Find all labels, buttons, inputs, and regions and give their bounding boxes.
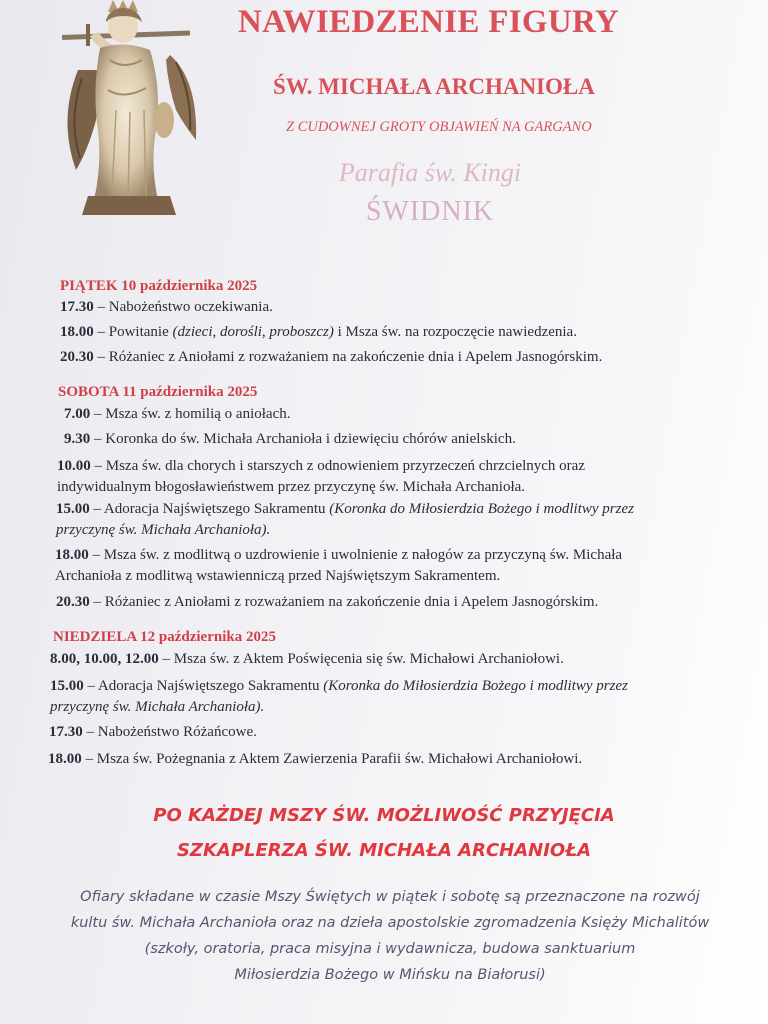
item-text: – Adoracja Najświętszego Sakramentu [89,501,330,517]
item-text: i Msza św. na rozpoczęcie nawiedzenia. [333,324,577,340]
schedule-item [60,297,273,318]
item-time: 17.30 [49,724,83,740]
scapular-notice-line2: SZKAPLERZA ŚW. MICHAŁA ARCHANIOŁA [176,840,592,861]
item-text: – Msza św. dla chorych i starszych z odnowieniem przyrzeczeń chrzcielnych oraz [90,458,585,474]
item-time: 20.30 [56,594,90,610]
item-time: 9.30 [64,431,91,447]
item-text: – Nabożeństwo oczekiwania. [93,299,273,315]
schedule-item [50,676,628,718]
day-heading-friday: PIĄTEK 10 października 2025 [60,278,258,294]
offering-line: Miłosierdzia Bożego w Mińsku na Białorusi) [234,967,546,983]
item-italic-note: przyczynę św. Michała Archanioła). [50,699,265,715]
item-time: 20.30 [60,349,94,365]
day-heading-saturday: SOBOTA 11 października 2025 [58,384,258,400]
day-heading-sunday: NIEDZIELA 12 października 2025 [53,629,276,645]
offering-line: (szkoły, oratoria, praca misyjna i wydawnicza, budowa sanktuarium [144,941,636,957]
st-michael-statue-image [58,0,208,215]
schedule-item [56,592,598,613]
schedule-item [64,429,516,450]
schedule-item [56,499,634,541]
schedule-item [48,749,582,770]
item-time: 18.00 [55,547,89,563]
item-text: – Nabożeństwo Różańcowe. [82,724,257,740]
town-name: ŚWIDNIK [365,196,495,227]
item-time: 15.00 [50,678,84,694]
item-text: – Różaniec z Aniołami z rozważaniem na zakończenie dnia i Apelem Jasnogórskim. [89,594,599,610]
item-text: – Koronka do św. Michała Archanioła i dziewięciu chórów anielskich. [90,431,516,447]
item-text: – Msza św. z modlitwą o uzdrowienie i uwolnienie z nałogów za przyczyną św. Michała [88,547,623,563]
item-time: 8.00, 10.00, 12.00 [50,651,159,667]
item-text: indywidualnym błogosławieństwem przez przyczynę św. Michała Archanioła. [57,479,526,495]
offering-line: Ofiary składane w czasie Mszy Świętych w piątek i sobotę są przeznaczone na rozwój [80,889,700,905]
schedule-item [49,722,257,743]
origin-subtitle: Z CUDOWNEJ GROTY OBJAWIEŃ NA GARGANO [286,119,592,135]
item-italic-note: (Koronka do Miłosierdzia Bożego i modlitwy przez [323,678,628,694]
item-text: – Różaniec z Aniołami z rozważaniem na zakończenie dnia i Apelem Jasnogórskim. [93,349,603,365]
schedule-item [55,545,622,587]
item-time: 7.00 [64,406,91,422]
schedule-item [60,347,602,368]
item-text: – Adoracja Najświętszego Sakramentu [83,678,324,694]
item-time: 18.00 [60,324,94,340]
saint-name: ŚW. MICHAŁA ARCHANIOŁA [273,74,595,99]
item-italic-note: (dzieci, dorośli, proboszcz) [172,324,334,340]
item-text: – Msza św. z Aktem Poświęcenia się św. Michałowi Archaniołowi. [158,651,564,667]
offering-line: kultu św. Michała Archanioła oraz na dzieła apostolskie zgromadzenia Księży Michalitów [70,915,710,931]
item-time: 17.30 [60,299,94,315]
item-text: – Powitanie [93,324,173,340]
item-time: 18.00 [48,751,82,767]
schedule-item [60,322,577,343]
item-text: Archanioła z modlitwą wstawienniczą przed Najświętszym Sakramentem. [55,568,501,584]
schedule-item [64,404,290,425]
item-time: 15.00 [56,501,90,517]
scapular-notice-line1: PO KAŻDEJ MSZY ŚW. MOŻLIWOŚĆ PRZYJĘCIA [153,805,615,826]
item-italic-note: przyczynę św. Michała Archanioła). [56,522,271,538]
item-text: – Msza św. Pożegnania z Aktem Zawierzenia Parafii św. Michałowi Archaniołowi. [81,751,583,767]
parish-name: Parafia św. Kingi [338,158,522,187]
offering-note [40,884,740,988]
schedule-item [57,456,585,498]
item-italic-note: (Koronka do Miłosierdzia Bożego i modlitwy przez [329,501,634,517]
item-text: – Msza św. z homilią o aniołach. [90,406,291,422]
poster-title: NAWIEDZENIE FIGURY [238,4,620,40]
schedule-item [50,649,564,670]
item-time: 10.00 [57,458,91,474]
